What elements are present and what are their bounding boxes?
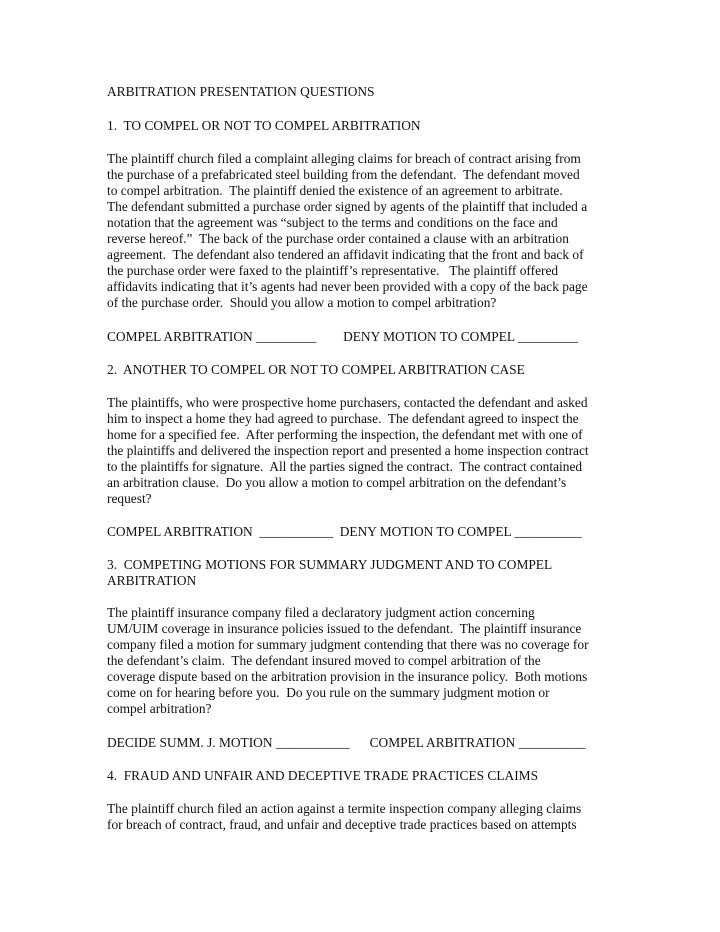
section-4-line: The plaintiff church filed an action against a termite inspection company alleging claims: [107, 801, 582, 816]
section-3-line: company filed a motion for summary judgment contending that there was no coverage for: [107, 637, 589, 652]
section-2-line: The plaintiffs, who were prospective home purchasers, contacted the defendant and asked: [107, 395, 588, 410]
section-2-line: him to inspect a home they had agreed to purchase. The defendant agreed to inspect the: [107, 411, 579, 426]
section-4-heading: 4. FRAUD AND UNFAIR AND DECEPTIVE TRADE PRACTICES CLAIMS: [107, 768, 539, 783]
section-2-heading: 2. ANOTHER TO COMPEL OR NOT TO COMPEL ARBITRATION CASE: [107, 362, 525, 377]
section-3-line: the defendant’s claim. The defendant insured moved to compel arbitration of the: [107, 653, 541, 668]
section-2-line: the plaintiffs and delivered the inspection report and presented a home inspection contract: [107, 443, 589, 458]
section-2-line: an arbitration clause. Do you allow a motion to compel arbitration on the defendant’s: [107, 475, 567, 490]
section-4-line: for breach of contract, fraud, and unfair and deceptive trade practices based on attempts: [107, 817, 577, 832]
section-2-choice: COMPEL ARBITRATION ___________ DENY MOTION TO COMPEL __________: [107, 524, 582, 539]
section-2-line: request?: [107, 491, 152, 506]
section-1-line: notation that the agreement was “subject to the terms and conditions on the face and: [107, 215, 558, 230]
section-3-line: The plaintiff insurance company filed a declaratory judgment action concerning: [107, 605, 535, 620]
section-3-line: come on for hearing before you. Do you rule on the summary judgment motion or: [107, 685, 550, 700]
section-1-line: the purchase of a prefabricated steel building from the defendant. The defendant moved: [107, 167, 580, 182]
section-1-heading: 1. TO COMPEL OR NOT TO COMPEL ARBITRATION: [107, 118, 421, 133]
section-1-line: of the purchase order. Should you allow a motion to compel arbitration?: [107, 295, 497, 310]
section-2-line: to the plaintiffs for signature. All the parties signed the contract. The contract contained: [107, 459, 583, 474]
section-1-line: The defendant submitted a purchase order signed by agents of the plaintiff that included a: [107, 199, 588, 214]
section-3-heading: 3. COMPETING MOTIONS FOR SUMMARY JUDGMENT AND TO COMPEL: [107, 557, 553, 572]
section-3-line: UM/UIM coverage in insurance policies issued to the defendant. The plaintiff insurance: [107, 621, 582, 636]
section-1-line: The plaintiff church filed a complaint alleging claims for breach of contract arising from: [107, 151, 581, 166]
section-3-line: compel arbitration?: [107, 701, 212, 716]
section-3-choice: DECIDE SUMM. J. MOTION ___________ COMPEL ARBITRATION __________: [107, 735, 586, 750]
section-3-heading: ARBITRATION: [107, 573, 197, 588]
section-3-line: coverage dispute based on the arbitration provision in the insurance policy. Both motions: [107, 669, 588, 684]
section-1-line: agreement. The defendant also tendered an affidavit indicating that the front and back of: [107, 247, 584, 262]
section-1-choice: COMPEL ARBITRATION _________ DENY MOTION TO COMPEL _________: [107, 329, 579, 344]
section-1-line: reverse hereof.” The back of the purchase order contained a clause with an arbitration: [107, 231, 569, 246]
section-1-line: to compel arbitration. The plaintiff denied the existence of an agreement to arbitrate.: [107, 183, 563, 198]
section-2-line: home for a specified fee. After performing the inspection, the defendant met with one of: [107, 427, 583, 442]
section-1-line: the purchase order were faxed to the plaintiff’s representative. The plaintiff offered: [107, 263, 559, 278]
document-title: ARBITRATION PRESENTATION QUESTIONS: [107, 84, 375, 99]
section-1-line: affidavits indicating that it’s agents had never been provided with a copy of the back page: [107, 279, 588, 294]
